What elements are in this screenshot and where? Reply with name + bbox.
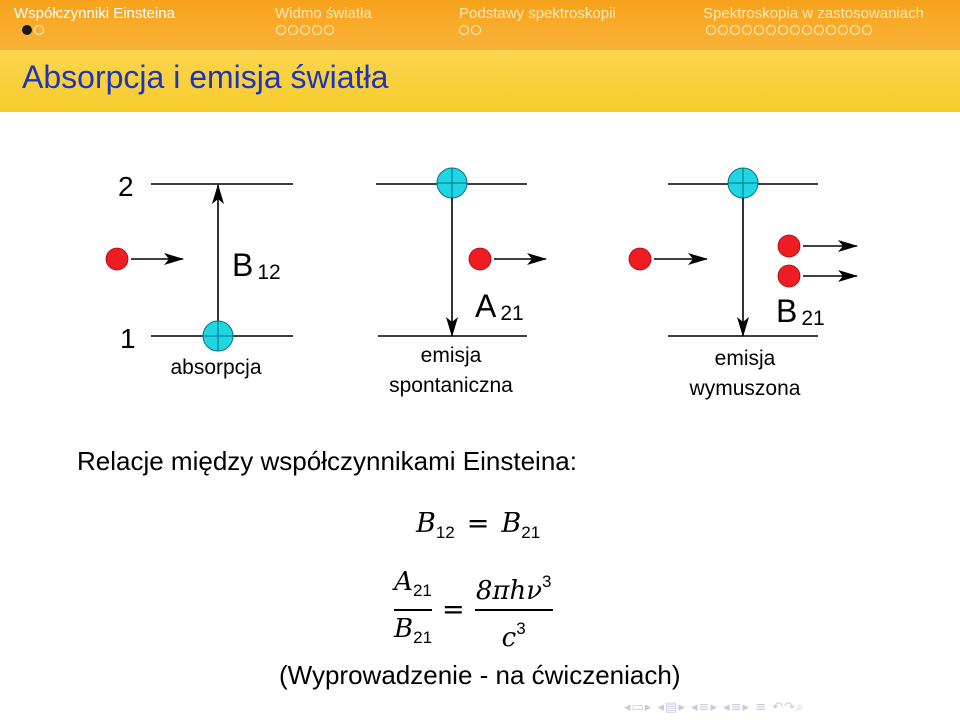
eq2-rhs-numerator: 8πhν bbox=[475, 576, 543, 606]
nav-dot[interactable] bbox=[826, 25, 836, 35]
electron bbox=[437, 168, 467, 198]
section-icon[interactable]: ≡ bbox=[698, 700, 711, 715]
eq2-denominator: B bbox=[394, 613, 414, 644]
eq1-lhs: B bbox=[416, 508, 436, 539]
emitted-photon bbox=[778, 235, 800, 257]
nav-next-icon[interactable]: ▸ bbox=[678, 700, 686, 715]
eq1-rhs: B bbox=[501, 508, 522, 539]
eq1-operator: = bbox=[466, 508, 490, 539]
eq2-rhs-denominator: c bbox=[501, 622, 517, 653]
relations-heading: Relacje między współczynnikami Einsteina: bbox=[77, 446, 577, 476]
caption-absorption: absorpcja bbox=[170, 356, 262, 379]
coefficient-a21: A 21 bbox=[475, 288, 524, 325]
redo-icon[interactable]: ↷ bbox=[784, 700, 797, 715]
page-title: Absorpcja i emisja światła bbox=[22, 59, 389, 95]
nav-dot-current[interactable] bbox=[22, 25, 32, 35]
eq1-lhs-sub: 12 bbox=[435, 523, 455, 542]
eq2-numerator-sub: 21 bbox=[412, 581, 432, 600]
panel-stimulated-emission bbox=[629, 168, 857, 400]
emitted-photon bbox=[469, 248, 491, 270]
electron bbox=[203, 321, 233, 351]
nav-dot[interactable] bbox=[718, 25, 728, 35]
eq2-rhs-denominator-sup: 3 bbox=[516, 618, 526, 638]
nav-dots-einstein-coefficients bbox=[22, 25, 44, 37]
equation-a21-over-b21 bbox=[394, 566, 553, 654]
caption-spontaneous-line1: emisja bbox=[420, 344, 482, 367]
nav-dot[interactable] bbox=[288, 25, 298, 35]
search-icon[interactable]: ⌕ bbox=[796, 700, 805, 715]
nav-dot[interactable] bbox=[862, 25, 872, 35]
nav-dots-spectroscopy-basics bbox=[459, 25, 481, 37]
subsection-icon[interactable]: ▤ bbox=[665, 700, 679, 715]
derivation-note: (Wyprowadzenie - na ćwiczeniach) bbox=[279, 660, 681, 690]
nav-dot[interactable] bbox=[778, 25, 788, 35]
nav-dot[interactable] bbox=[34, 25, 44, 35]
eq2-denominator-sub: 21 bbox=[413, 627, 433, 647]
nav-section-light-spectrum[interactable]: Widmo światła bbox=[275, 5, 372, 22]
fraction-bar bbox=[475, 609, 553, 611]
nav-dot[interactable] bbox=[300, 25, 310, 35]
nav-dot[interactable] bbox=[802, 25, 812, 35]
nav-prev-icon[interactable]: ◂ bbox=[624, 700, 632, 715]
nav-dot[interactable] bbox=[850, 25, 860, 35]
caption-spontaneous-line2: spontaniczna bbox=[389, 374, 513, 397]
nav-dot[interactable] bbox=[312, 25, 322, 35]
nav-section-einstein-coefficients[interactable]: Współczynniki Einsteina bbox=[14, 5, 175, 22]
undo-icon[interactable]: ↶ bbox=[772, 700, 785, 715]
energy-level-diagram bbox=[0, 112, 960, 412]
eq2-numerator: A bbox=[394, 567, 413, 597]
nav-dot[interactable] bbox=[471, 25, 481, 35]
eq2-rhs-numerator-sup: 3 bbox=[542, 572, 552, 591]
incoming-photon bbox=[629, 248, 651, 270]
nav-next-icon[interactable]: ▸ bbox=[710, 700, 718, 715]
level-label-lower: 1 bbox=[120, 323, 136, 354]
nav-prev-icon[interactable]: ◂ bbox=[723, 700, 731, 715]
nav-section-spectroscopy-applications[interactable]: Spektroskopia w zastosowaniach bbox=[703, 5, 924, 22]
emitted-photon bbox=[778, 265, 800, 287]
nav-dot[interactable] bbox=[814, 25, 824, 35]
align-icon[interactable]: ≡ bbox=[755, 700, 768, 715]
nav-dot[interactable] bbox=[838, 25, 848, 35]
coefficient-b12: B 12 bbox=[232, 247, 281, 284]
nav-prev-icon[interactable]: ◂ bbox=[657, 700, 666, 715]
section-navbar bbox=[0, 0, 960, 50]
fraction-a21-b21 bbox=[394, 566, 432, 654]
nav-dot[interactable] bbox=[730, 25, 740, 35]
eq1-rhs-sub: 21 bbox=[521, 523, 541, 542]
nav-dot[interactable] bbox=[754, 25, 764, 35]
fraction-bar bbox=[394, 609, 432, 611]
nav-section-spectroscopy-basics[interactable]: Podstawy spektroskopii bbox=[459, 5, 616, 22]
nav-dot[interactable] bbox=[742, 25, 752, 35]
nav-dots-light-spectrum bbox=[276, 25, 334, 37]
nav-dot[interactable] bbox=[324, 25, 334, 35]
nav-next-icon[interactable]: ▸ bbox=[644, 700, 653, 715]
nav-dots-spectroscopy-applications bbox=[706, 25, 872, 37]
frame-title-bar bbox=[0, 50, 960, 112]
incoming-photon bbox=[106, 248, 128, 270]
nav-dot[interactable] bbox=[706, 25, 716, 35]
document-icon[interactable]: ≡ bbox=[730, 700, 743, 715]
caption-stimulated-line1: emisja bbox=[714, 347, 776, 370]
electron bbox=[728, 168, 758, 198]
level-label-upper: 2 bbox=[118, 171, 134, 202]
panel-spontaneous-emission bbox=[376, 168, 546, 397]
coefficient-b21: B 21 bbox=[776, 293, 825, 330]
nav-next-icon[interactable]: ▸ bbox=[742, 700, 751, 715]
beamer-navigation-symbols[interactable] bbox=[624, 700, 804, 715]
equation-b12-equals-b21 bbox=[416, 508, 540, 543]
nav-dot[interactable] bbox=[459, 25, 469, 35]
fraction-8pihnu3-c3 bbox=[475, 566, 553, 654]
nav-dot[interactable] bbox=[790, 25, 800, 35]
nav-dot[interactable] bbox=[766, 25, 776, 35]
eq2-operator: = bbox=[442, 594, 465, 626]
caption-stimulated-line2: wymuszona bbox=[689, 377, 801, 400]
frame-icon[interactable]: ▭ bbox=[631, 700, 645, 715]
nav-prev-icon[interactable]: ◂ bbox=[691, 700, 699, 715]
nav-dot[interactable] bbox=[276, 25, 286, 35]
